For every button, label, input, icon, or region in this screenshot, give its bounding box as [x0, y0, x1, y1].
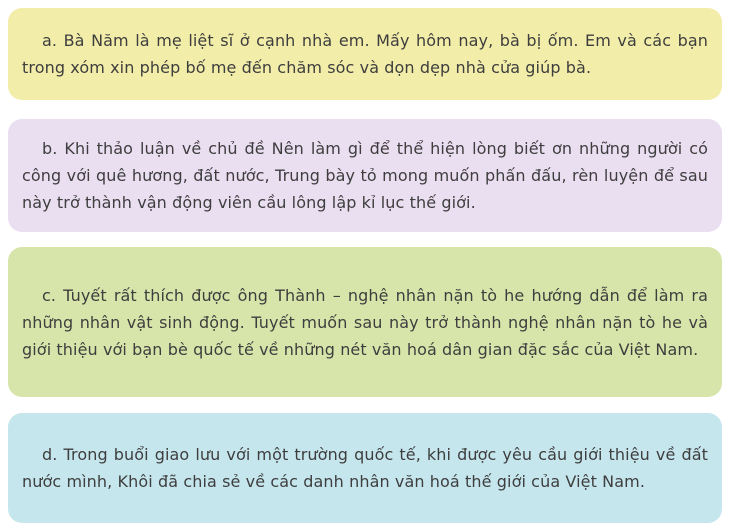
- scenario-card-c: [8, 247, 722, 397]
- scenario-card-b-text: b. Khi thảo luận về chủ đề Nên làm gì để thể hiện lòng biết ơn những người có công với quê hương, đất nước, Trung bày tỏ mong muốn phấn đấu, rèn luyện để sau này trở thành vận động viên cầu lông lập kỉ lục thế giới.: [22, 139, 708, 212]
- scenario-card-d: [8, 413, 722, 523]
- scenario-card-a: [8, 8, 722, 100]
- scenario-card-b: [8, 119, 722, 232]
- scenario-card-c-text: c. Tuyết rất thích được ông Thành – nghệ nhân nặn tò he hướng dẫn để làm ra những nhân vật sinh động. Tuyết muốn sau này trở thành nghệ nhân nặn tò he và giới thiệu với bạn bè quốc tế về những nét văn hoá dân gian đặc sắc của Việt Nam.: [22, 285, 708, 359]
- scenario-card-d-text: d. Trong buổi giao lưu với một trường quốc tế, khi được yêu cầu giới thiệu về đất nước mình, Khôi đã chia sẻ về các danh nhân văn hoá thế giới của Việt Nam.: [22, 445, 708, 491]
- scenario-card-a-text: a. Bà Năm là mẹ liệt sĩ ở cạnh nhà em. Mấy hôm nay, bà bị ốm. Em và các bạn trong xóm xin phép bố mẹ đến chăm sóc và dọn dẹp nhà cửa giúp bà.: [22, 31, 708, 77]
